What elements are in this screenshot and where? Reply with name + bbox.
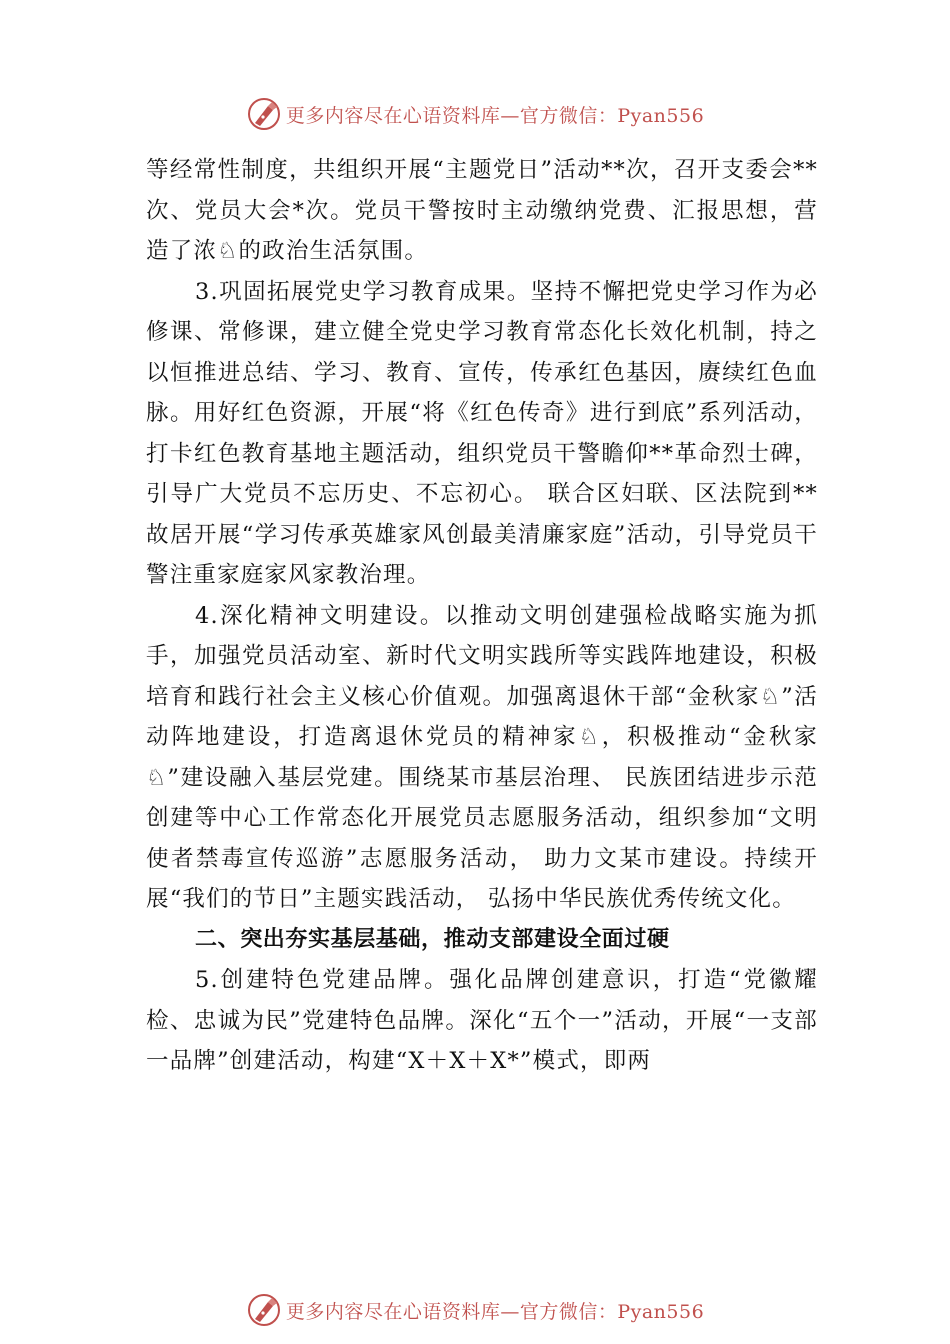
paragraph-spiritual-civilization: 4.深化精神文明建设。以推动文明创建强检战略实施为抓手，加强党员活动室、新时代文明实践所等实践阵地建设，积极培育和践行社会主义核心价值观。加强离退休干部“金秋家♘”活动阵地建设，打造离退休党员的精神家♘，积极推动“金秋家♘”建设融入基层党建。围绕某市基层治理、 民族团结进步示范创建等中心工作常态化开展党员志愿服务活动，组织参加“文明使者禁毒宣传巡游”志愿服务活动， 助力文某市建设。持续开展“我们的节日”主题实践活动， 弘扬中华民族优秀传统文化。 (146, 602, 818, 912)
header-watermark-text: 更多内容尽在心语资料库—官方微信：Pyan556 (285, 104, 705, 127)
paragraph-continuation: 等经常性制度，共组织开展“主题党日”活动**次，召开支委会**次、党员大会*次。党员干警按时主动缴纳党费、汇报思想，营造了浓♘的政治生活氛围。 (146, 157, 818, 264)
pen-nib-logo-icon (246, 1292, 282, 1328)
pen-nib-logo-icon (246, 96, 282, 132)
document-body (146, 150, 818, 1082)
paragraph-party-history-education: 3.巩固拓展党史学习教育成果。坚持不懈把党史学习作为必修课、常修课，建立健全党史学习教育常态化长效化机制，持之以恒推进总结、学习、教育、宣传，传承红色基因，赓续红色血脉。用好红色资源，开展“将《红色传奇》进行到底”系列活动，打卡红色教育基地主题活动，组织党员干警瞻仰**革命烈士碑，引导广大党员不忘历史、不忘初心。 联合区妇联、区法院到**故居开展“学习传承英雄家风创最美清廉家庭”活动，引导党员干警注重家庭家风家教治理。 (146, 278, 818, 588)
header-watermark-banner (0, 94, 950, 134)
footer-watermark-text: 更多内容尽在心语资料库—官方微信：Pyan556 (285, 1300, 705, 1323)
footer-watermark-banner (0, 1290, 950, 1330)
paragraph-party-brand: 5.创建特色党建品牌。强化品牌创建意识，打造“党徽耀检、忠诚为民”党建特色品牌。深化“五个一”活动，开展“一支部一品牌”创建活动，构建“X＋X＋X*”模式，即两 (146, 967, 818, 1074)
section-heading: 二、突出夯实基层基础，推动支部建设全面过硬 (195, 926, 670, 952)
